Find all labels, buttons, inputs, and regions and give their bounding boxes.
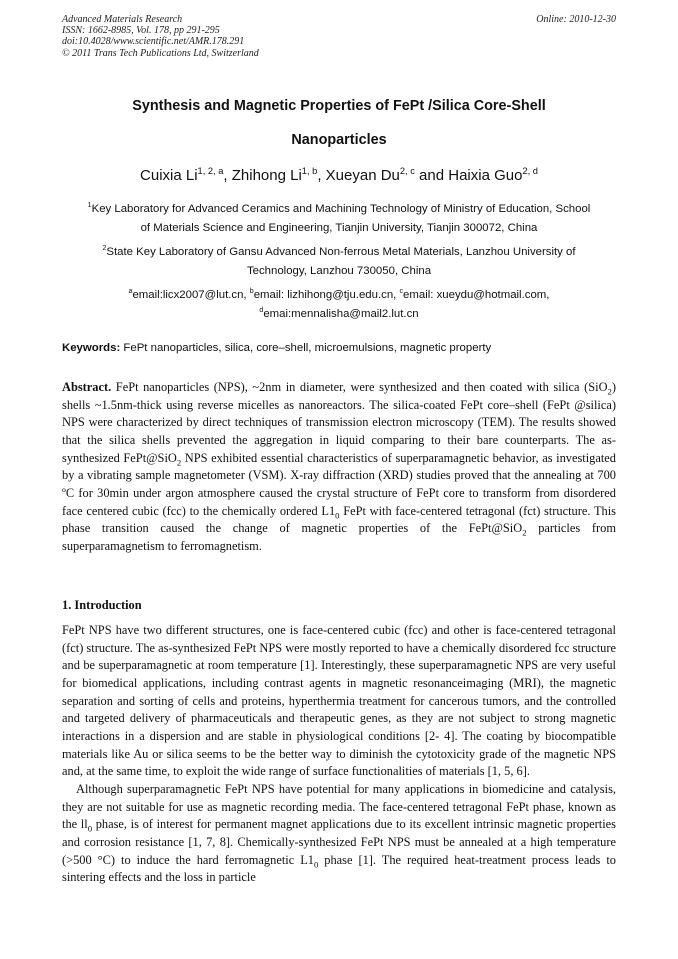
author-separator: ,: [317, 167, 326, 184]
email-b[interactable]: email: lizhihong@tju.edu.cn,: [253, 289, 400, 301]
keywords: [62, 342, 616, 354]
subscript: 0: [313, 859, 319, 869]
journal-header: [62, 14, 616, 59]
title-line-2: Nanoparticles: [291, 132, 387, 148]
subscript: 2: [176, 457, 182, 468]
paragraph-text: phase [1]. The required heat-treatment process leads to sintering effects and the loss in particle: [62, 852, 616, 885]
email-mark: c: [399, 288, 404, 296]
affiliation-line: State Key Laboratory of Gansu Advanced Non-ferrous Metal Materials, Lanzhou University of: [106, 246, 576, 258]
abstract-text: FePt with face-centered tetragonal (fct) structure. This phase transition caused the change of magnetic properties of the FePt@SiO: [62, 503, 616, 536]
affiliation-line: Key Laboratory for Advanced Ceramics and Machining Technology of Ministry of Education, School: [91, 203, 591, 215]
doi-line: doi:10.4028/www.scientific.net/AMR.178.291: [62, 36, 245, 48]
author-affiliation-mark: 2, d: [522, 166, 538, 176]
email-a[interactable]: email:licx2007@lut.cn,: [132, 289, 250, 301]
intro-paragraph-2: [62, 781, 616, 887]
author-emails: [62, 286, 616, 324]
online-date: Online: 2010-12-30: [536, 14, 616, 25]
keywords-label: Keywords:: [62, 342, 121, 354]
abstract-text: NPS exhibited essential characteristics of superparamagnetic behavior, as investigated by a vibrating sample magnetometer (VSM). X-ray diffraction (XRD) studies proved that the annealing at 700 ºC for 30min under argon atmosphere caused the crystal structure of FePt core to transform from disordered face centered cubic (fcc) to the chemically ordered L1: [62, 450, 617, 518]
subscript: 2: [607, 386, 612, 397]
author-affiliation-mark: 1, 2, a: [197, 166, 224, 176]
title-line-1: Synthesis and Magnetic Properties of FePt /Silica Core-Shell: [132, 98, 546, 114]
author-name: Cuixia Li: [140, 167, 198, 184]
affiliation-1: [62, 200, 616, 238]
author-name: Haixia Guo: [448, 167, 523, 184]
author-separator: and: [414, 167, 449, 184]
author-list: [62, 167, 616, 184]
abstract-text: ) shells ~1.5nm-thick using reverse micelles as nanoreactors. The silica-coated FePt core–shell (FePt @silica) NPS were characterized by direct techniques of transmission electron microscopy (TEM). The results showed that the silica shells prevented the aggregation in liquid comparing to their bare counterparts. The as-synthesized FePt@SiO: [62, 380, 616, 465]
copyright-line: © 2011 Trans Tech Publications Ltd, Switzerland: [62, 47, 259, 59]
keywords-text: FePt nanoparticles, silica, core–shell, microemulsions, magnetic property: [120, 342, 492, 354]
affiliation-2: [62, 243, 616, 281]
subscript: 0: [335, 510, 340, 521]
paragraph-text: Although superparamagnetic FePt NPS have potential for many applications in biomedicine and catalysis, they are not suitable for use as magnetic recording media. The face-centered tetragonal FePt phase, known as the ll: [62, 781, 616, 832]
email-mark: a: [128, 288, 133, 296]
introduction-body: [62, 622, 616, 887]
author-separator: ,: [223, 167, 232, 184]
author-name: Zhihong Li: [231, 167, 302, 184]
abstract-label: Abstract.: [62, 380, 112, 394]
email-mark: b: [249, 288, 254, 296]
paper-title: [62, 89, 616, 157]
abstract-text: particles from superparamagnetism to ferromagnetism.: [62, 521, 616, 553]
subscript: 2: [522, 527, 527, 538]
email-d[interactable]: emai:mennalisha@mail2.lut.cn: [263, 308, 419, 320]
issn-line: ISSN: 1662-8985, Vol. 178, pp 291-295: [62, 25, 220, 37]
intro-paragraph-1: FePt NPS have two different structures, one is face-centered cubic (fcc) and other is face-centered tetragonal (fct) structure. The as-synthesized FePt NPS were mostly reported to have a chemically disordered fcc structure and be superparamagnetic at room temperature [1]. Interestingly, these superparamagnetic NPS are very useful for biomedical applications, including contrast agents in magnetic resonanceimaging (MRI), the magnetic separation and sorting of cells and proteins, hyperthermia treatment for cancerous tumors, and the controlled and targeted delivery of pharmaceuticals and therapeutic genes, as they are not subject to strong magnetic interactions in a dispersion and are stable in physiological conditions [2- 4]. The coating by biocompatible materials like Au or silica seems to be the better way to diminish the cytotoxicity grade of the magnetic NPS and, at the same time, to exploit the wide range of surface functionalities of materials [1, 5, 6].: [62, 623, 616, 779]
journal-name: Advanced Materials Research: [62, 14, 183, 25]
email-c[interactable]: email: xueydu@hotmail.com,: [403, 289, 550, 301]
paragraph-text: phase, is of interest for permanent magnet applications due to its excellent intrinsic magnetic properties and corrosion resistance [1, 7, 8]. Chemically-synthesized FePt NPS must be annealed at a high temperature (>500 °C) to induce the hard ferromagnetic L1: [62, 817, 616, 867]
subscript: 0: [87, 823, 93, 834]
email-mark: d: [259, 307, 264, 315]
affiliation-mark: 1: [87, 202, 92, 210]
section-heading-introduction: 1. Introduction: [62, 598, 142, 612]
author-affiliation-mark: 2, c: [399, 166, 415, 176]
affiliation-line: of Materials Science and Engineering, Tianjin University, Tianjin 300072, China: [140, 222, 538, 234]
affiliation-mark: 2: [102, 245, 107, 253]
abstract-text: FePt nanoparticles (NPS), ~2nm in diameter, were synthesized and then coated with silica (SiO: [111, 380, 608, 394]
author-affiliation-mark: 1, b: [301, 166, 318, 176]
affiliation-line: Technology, Lanzhou 730050, China: [246, 265, 432, 277]
abstract: [62, 379, 616, 556]
author-name: Xueyan Du: [325, 167, 400, 184]
